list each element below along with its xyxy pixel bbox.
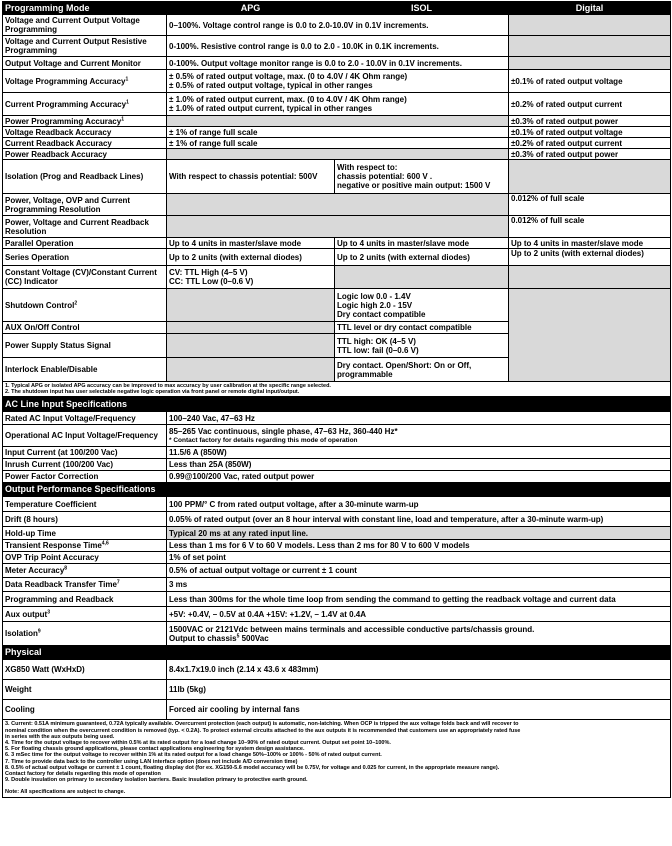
row-label: Weight xyxy=(3,680,167,700)
row-value: 0-100%. Resistive control range is 0.0 to 2.0 - 10.0K in 0.1K increments. xyxy=(167,36,509,57)
value-line: With respect to: xyxy=(337,163,398,172)
row-label: Voltage Readback Accuracy xyxy=(3,127,167,138)
table-row xyxy=(3,622,671,646)
table-row xyxy=(3,266,671,289)
row-apg: Up to 4 units in master/slave mode xyxy=(167,238,335,249)
table-row xyxy=(3,249,671,266)
table-row xyxy=(3,70,671,93)
row-value: Typical 20 ms at any rated input line. xyxy=(167,527,671,540)
row-value: 11.5/6 A (850W) xyxy=(167,447,671,459)
row-label xyxy=(3,564,167,578)
row-value xyxy=(167,425,671,447)
table-row xyxy=(3,15,671,36)
value-text: Output to chassis xyxy=(169,633,237,643)
footnote: 5. For floating chassis ground applications, please contact applications engineering for system design assistance. xyxy=(5,746,305,753)
row-digital xyxy=(509,36,671,57)
row-label: Output Voltage and Current Monitor xyxy=(3,57,167,70)
row-label: Temperature Coefficient xyxy=(3,497,167,512)
row-label: Programming and Readback xyxy=(3,592,167,607)
row-digital: Up to 2 units (with external diodes) xyxy=(509,249,671,266)
row-digital: ±0.1% of rated output voltage xyxy=(509,127,671,138)
table-row xyxy=(3,527,671,540)
row-value xyxy=(167,149,509,160)
row-label: Current Readback Accuracy xyxy=(3,138,167,149)
row-label: Parallel Operation xyxy=(3,238,167,249)
table-row xyxy=(3,540,671,552)
row-value: Forced air cooling by internal fans xyxy=(167,700,671,720)
row-label xyxy=(3,93,167,116)
row-label: Power, Voltage, OVP and Current Programming Resolution xyxy=(3,194,167,216)
row-value: Less than 25A (850W) xyxy=(167,459,671,471)
row-label: XG850 Watt (WxHxD) xyxy=(3,660,167,680)
row-label: Power, Voltage and Current Readback Resolution xyxy=(3,216,167,238)
table-row xyxy=(3,289,671,322)
label-text: Voltage Programming Accuracy xyxy=(5,76,126,86)
footnote: 4. Time for the output voltage to recover within 0.5% at its rated output for a load change 10–90% of rated output current. Output set point 10–100%. xyxy=(5,740,391,747)
table-row xyxy=(3,552,671,564)
row-value: 0.05% of rated output (over an 8 hour interval with constant line, load and temperature, after a 30-minute warm-up) xyxy=(167,512,671,527)
value-line: Dry contact compatible xyxy=(337,309,426,319)
footnote-ref: 2 xyxy=(74,299,78,306)
label-text: Transient Response Time xyxy=(5,541,102,551)
footnote-ref: 7 xyxy=(116,579,120,586)
value-line: Logic high 2.0 - 15V xyxy=(337,300,413,310)
row-digital: 0.012% of full scale xyxy=(509,216,671,238)
footnote-ref: 1 xyxy=(125,75,129,82)
value-line: chassis potential: 600 V . xyxy=(337,172,433,181)
row-label: Power Supply Status Signal xyxy=(3,334,167,358)
label-text: Isolation xyxy=(5,629,38,639)
label-text: Power Programming Accuracy xyxy=(5,116,122,126)
row-apg: With respect to chassis potential: 500V xyxy=(167,160,335,194)
row-value: 100 PPM/° C from rated output voltage, after a 30-minute warm-up xyxy=(167,497,671,512)
header-apg: APG xyxy=(167,2,335,15)
row-value: 8.4x1.7x19.0 inch (2.14 x 43.6 x 483mm) xyxy=(167,660,671,680)
row-value: Less than 1 ms for 6 V to 60 V models. Less than 2 ms for 80 V to 600 V models xyxy=(167,540,671,552)
row-label: Constant Voltage (CV)/Constant Current (CC) Indicator xyxy=(3,266,167,289)
table-row xyxy=(3,116,671,127)
footnotes-1 xyxy=(3,382,671,397)
notes-row xyxy=(3,720,671,797)
row-value: ± 1% of range full scale xyxy=(167,138,509,149)
row-apg: Up to 2 units (with external diodes) xyxy=(167,249,335,266)
row-isol xyxy=(335,266,509,289)
row-value: ± 1% of range full scale xyxy=(167,127,509,138)
table-row xyxy=(3,238,671,249)
label-text: Current Programming Accuracy xyxy=(5,99,127,109)
row-value: 0.5% of actual output voltage or current ± 1 count xyxy=(167,564,671,578)
footnotes-2 xyxy=(3,720,671,797)
value-line xyxy=(169,634,668,643)
value-line: 85–265 Vac continuous, single phase, 47–63 Hz, 360-440 Hz* xyxy=(169,426,398,436)
value-line: ± 0.5% of rated output voltage, max. (0 to 4.0V / 4K Ohm range) xyxy=(169,72,408,81)
row-isol xyxy=(335,358,509,382)
row-label xyxy=(3,540,167,552)
row-label: Hold-up Time xyxy=(3,527,167,540)
footnote: 8. 0.5% of actual output voltage or current ± 1 count, floating display dot (for ex. XG150-5.6 model accuracy will be 0.75V, for voltage and 0.025 for current, in the appropriate measure range). xyxy=(5,764,500,771)
table-row xyxy=(3,127,671,138)
row-value xyxy=(167,622,671,646)
row-digital xyxy=(509,57,671,70)
row-isol: Up to 2 units (with external diodes) xyxy=(335,249,509,266)
row-label xyxy=(3,622,167,646)
table-row xyxy=(3,578,671,592)
footnote: 6. 3 mSec time for the output voltage to recover within 1% at its rated output for a load change 50%–100% or 100% - 50% of rated output current. xyxy=(5,752,382,759)
footnote: 3. Current: 0.51A minimum guaranteed, 0.72A typically available. Overcurrent protection (each output) is automatic, non-latching. When OCP is tripped the aux voltage folds back and will recover to xyxy=(5,721,519,728)
row-label: Input Current (at 100/200 Vac) xyxy=(3,447,167,459)
table-row xyxy=(3,660,671,680)
label-text: Meter Accuracy xyxy=(5,566,65,576)
row-label: Power Readback Accuracy xyxy=(3,149,167,160)
row-value xyxy=(167,116,509,127)
row-label: Interlock Enable/Disable xyxy=(3,358,167,382)
table-row xyxy=(3,425,671,447)
section-title-ac: AC Line Input Specifications xyxy=(3,398,671,412)
row-isol: Up to 4 units in master/slave mode xyxy=(335,238,509,249)
row-apg xyxy=(167,266,335,289)
row-isol xyxy=(335,289,509,322)
row-label: Rated AC Input Voltage/Frequency xyxy=(3,412,167,425)
lower-programming-table xyxy=(2,288,671,397)
value-line: Dry contact. Open/Short: On or Off, xyxy=(337,360,472,370)
value-line: ± 1.0% of rated output current, typical in other ranges xyxy=(169,104,373,113)
row-value: Less than 300ms for the whole time loop from sending the command to getting the readback voltage and current data xyxy=(167,592,671,607)
row-digital: ±0.2% of rated output current xyxy=(509,138,671,149)
notes-row xyxy=(3,382,671,397)
header-programming-mode: Programming Mode xyxy=(3,2,167,15)
row-label: Operational AC Input Voltage/Frequency xyxy=(3,425,167,447)
section-title-output: Output Performance Specifications xyxy=(3,483,671,497)
table-row xyxy=(3,471,671,483)
footnote-ref: 4,6 xyxy=(101,540,109,547)
row-digital xyxy=(509,289,671,382)
table-row xyxy=(3,447,671,459)
value-line: Logic low 0.0 - 1.4V xyxy=(337,291,411,301)
section-title-physical: Physical xyxy=(3,646,671,660)
row-label: Drift (8 hours) xyxy=(3,512,167,527)
value-line: ± 0.5% of rated output voltage, typical in other ranges xyxy=(169,81,373,90)
row-digital: Up to 4 units in master/slave mode xyxy=(509,238,671,249)
row-label: Voltage and Current Output Resistive Programming xyxy=(3,36,167,57)
table-row xyxy=(3,700,671,720)
table-row xyxy=(3,497,671,512)
header-isol: ISOL xyxy=(335,2,509,15)
table-row xyxy=(3,412,671,425)
footnote: 2. The shutdown input has user selectable negative logic operation via front panel or remote digital input/output. xyxy=(5,389,300,396)
table-row xyxy=(3,194,671,216)
lower-block xyxy=(2,288,670,798)
value-line: CC: TTL Low (0–0.6 V) xyxy=(169,277,254,286)
row-label: OVP Trip Point Accuracy xyxy=(3,552,167,564)
value-note: * Contact factory for details regarding this mode of operation xyxy=(169,436,358,444)
row-value: 3 ms xyxy=(167,578,671,592)
footnote: Note: All specifications are subject to change. xyxy=(5,789,126,796)
footnote: 1. Typical APG or isolated APG accuracy can be improved to max accuracy by user calibration at the specific range selected. xyxy=(5,383,331,389)
row-apg xyxy=(167,358,335,382)
value-text: 500Vac xyxy=(239,633,269,643)
row-digital xyxy=(509,160,671,194)
row-label xyxy=(3,116,167,127)
footnote-ref: 5 xyxy=(236,633,240,640)
section-header xyxy=(3,483,671,497)
footnote: in series with the aux outputs being used. xyxy=(5,733,115,740)
footnote: Contact factory for details regarding this mode of operation xyxy=(5,771,161,778)
value-line: programmable xyxy=(337,369,393,379)
row-value: 100–240 Vac, 47–63 Hz xyxy=(167,412,671,425)
footnote: 9. Double insulation on primary to secondary isolation barriers. Basic insulation primary to protective earth ground. xyxy=(5,777,308,784)
table-row xyxy=(3,459,671,471)
row-label: Isolation (Prog and Readback Lines) xyxy=(3,160,167,194)
row-label: Voltage and Current Output Voltage Programming xyxy=(3,15,167,36)
row-isol xyxy=(335,334,509,358)
footnote-ref: 1 xyxy=(121,115,124,122)
table-header xyxy=(3,2,671,15)
row-label: Power Factor Correction xyxy=(3,471,167,483)
row-value: 0.99@100/200 Vac, rated output power xyxy=(167,471,671,483)
table-row xyxy=(3,160,671,194)
row-apg xyxy=(167,289,335,322)
row-label: Series Operation xyxy=(3,249,167,266)
label-text: Data Readback Transfer Time xyxy=(5,580,117,590)
row-label: Inrush Current (100/200 Vac) xyxy=(3,459,167,471)
value-line: CV: TTL High (4–5 V) xyxy=(169,268,248,277)
footnote-ref: 9 xyxy=(37,628,41,635)
row-value xyxy=(167,70,509,93)
row-value: 11lb (5kg) xyxy=(167,680,671,700)
footnote: nominal condition when the overcurrent condition is removed (typ. < 0.2A). To protect external circuits attached to the aux outputs it is recommended that customers use an appropriately rated fuse xyxy=(5,727,521,734)
value-line: ± 1.0% of rated output current, max. (0 to 4.0V / 4K Ohm range) xyxy=(169,95,407,104)
spec-sheet xyxy=(2,1,670,796)
row-label xyxy=(3,578,167,592)
table-row xyxy=(3,57,671,70)
table-row xyxy=(3,93,671,116)
row-label: Cooling xyxy=(3,700,167,720)
row-digital xyxy=(509,15,671,36)
row-isol: TTL level or dry contact compatible xyxy=(335,322,509,334)
table-row xyxy=(3,680,671,700)
section-header xyxy=(3,398,671,412)
row-digital: ±0.3% of rated output power xyxy=(509,116,671,127)
row-isol xyxy=(335,160,509,194)
value-line: 1500VAC or 2121Vdc between mains terminals and accessible conductive parts/chassis ground. xyxy=(169,624,535,634)
footnote-ref: 3 xyxy=(47,609,50,616)
table-row xyxy=(3,607,671,622)
section-header xyxy=(3,646,671,660)
row-apg xyxy=(167,334,335,358)
row-apg xyxy=(167,322,335,334)
row-digital xyxy=(509,266,671,289)
programming-table xyxy=(2,1,671,289)
label-text: Aux output xyxy=(5,609,48,619)
table-row xyxy=(3,138,671,149)
row-value xyxy=(167,194,509,216)
row-digital: ±0.3% of rated output power xyxy=(509,149,671,160)
row-value: 1% of set point xyxy=(167,552,671,564)
value-line: TTL high: OK (4–5 V) xyxy=(337,336,416,346)
row-value: +5V: +0.4V, – 0.5V at 0.4A +15V: +1.2V, – 1.4V at 0.4A xyxy=(167,607,671,622)
label-text: Shutdown Control xyxy=(5,300,75,310)
footnote-ref: 8 xyxy=(64,565,68,572)
row-label xyxy=(3,70,167,93)
row-label xyxy=(3,289,167,322)
row-digital: 0.012% of full scale xyxy=(509,194,671,216)
table-row xyxy=(3,564,671,578)
specs-table xyxy=(2,397,671,797)
row-value: 0-100%. Output voltage monitor range is 0.0 to 2.0 - 10.0V in 0.1V increments. xyxy=(167,57,509,70)
value-line: TTL low: fail (0–0.6 V) xyxy=(337,345,419,355)
row-value xyxy=(167,216,509,238)
row-value xyxy=(167,93,509,116)
value-line: negative or positive main output: 1500 V xyxy=(337,181,491,190)
row-label xyxy=(3,607,167,622)
row-digital: ±0.2% of rated output current xyxy=(509,93,671,116)
table-row xyxy=(3,36,671,57)
row-label: AUX On/Off Control xyxy=(3,322,167,334)
footnote-ref: 1 xyxy=(126,98,129,105)
footnote: 7. Time to provide data back to the controller using LAN interface option (does not include A/D conversion time) xyxy=(5,758,298,765)
table-row xyxy=(3,512,671,527)
row-digital: ±0.1% of rated output voltage xyxy=(509,70,671,93)
row-value: 0–100%. Voltage control range is 0.0 to 2.0-10.0V in 0.1V increments. xyxy=(167,15,509,36)
header-digital: Digital xyxy=(509,2,671,15)
table-row xyxy=(3,149,671,160)
table-row xyxy=(3,216,671,238)
table-row xyxy=(3,592,671,607)
